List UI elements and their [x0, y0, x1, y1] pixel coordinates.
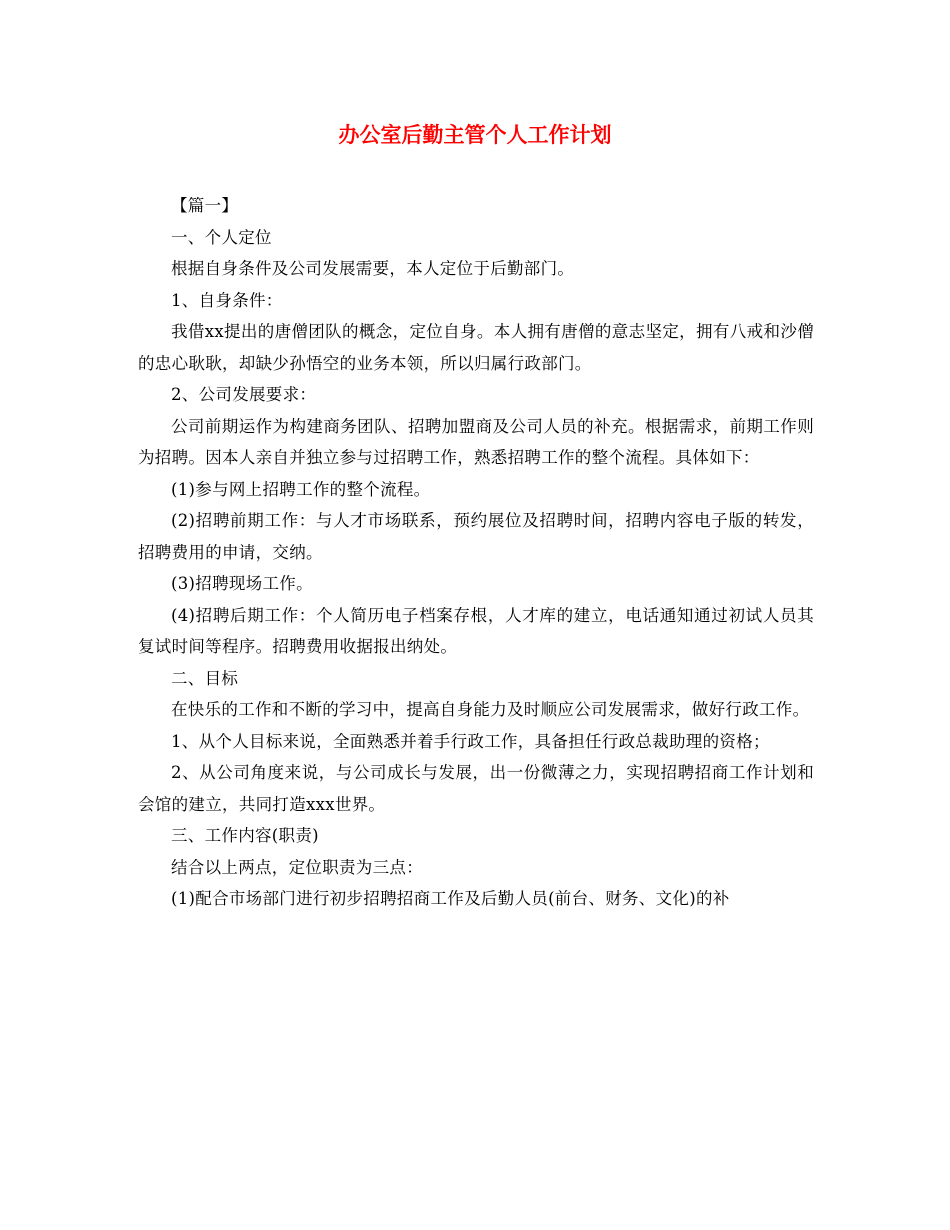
heading-personal-positioning: 一、个人定位	[171, 227, 272, 247]
list-item: 1、从个人目标来说，全面熟悉并着手行政工作，具备担任行政总裁助理的资格；	[171, 731, 770, 751]
paragraph: 根据自身条件及公司发展需要，本人定位于后勤部门。	[171, 259, 575, 278]
list-item: (4)招聘后期工作：个人简历电子档案存根，人才库的建立，电话通知通过初试人员其复试时间等程序。招聘费用收据报出纳处。	[138, 605, 814, 656]
paragraph: 在快乐的工作和不断的学习中，提高自身能力及时顺应公司发展需求，做好行政工作。	[171, 700, 810, 719]
paragraph: 我借xx提出的唐僧团队的概念，定位自身。本人拥有唐僧的意志坚定，拥有八戒和沙僧的忠心耿耿，却缺少孙悟空的业务本领，所以归属行政部门。	[138, 322, 814, 373]
paragraph: 结合以上两点，定位职责为三点：	[171, 857, 423, 877]
list-item: (1)配合市场部门进行初步招聘招商工作及后勤人员(前台、财务、文化)的补	[171, 889, 730, 908]
heading-work-content: 三、工作内容(职责)	[171, 826, 319, 845]
subheading-company-requirements: 2、公司发展要求：	[171, 385, 317, 404]
paragraph: 公司前期运作为构建商务团队、招聘加盟商及公司人员的补充。根据需求，前期工作则为招聘。因本人亲自并独立参与过招聘工作，熟悉招聘工作的整个流程。具体如下：	[138, 416, 814, 467]
list-item: (2)招聘前期工作：与人才市场联系，预约展位及招聘时间，招聘内容电子版的转发，招聘费用的申请，交纳。	[138, 511, 814, 562]
section-heading-part-one: 【篇一】	[171, 196, 239, 215]
heading-goals: 二、目标	[171, 668, 239, 688]
list-item: (3)招聘现场工作。	[171, 574, 313, 593]
list-item: 2、从公司角度来说，与公司成长与发展，出一份微薄之力，实现招聘招商工作计划和会馆的建立，共同打造xxx世界。	[138, 763, 814, 814]
list-item: (1)参与网上招聘工作的整个流程。	[171, 479, 431, 499]
subheading-own-conditions: 1、自身条件：	[171, 290, 283, 310]
document-title: 办公室后勤主管个人工作计划	[338, 122, 612, 147]
document-body	[138, 190, 814, 915]
